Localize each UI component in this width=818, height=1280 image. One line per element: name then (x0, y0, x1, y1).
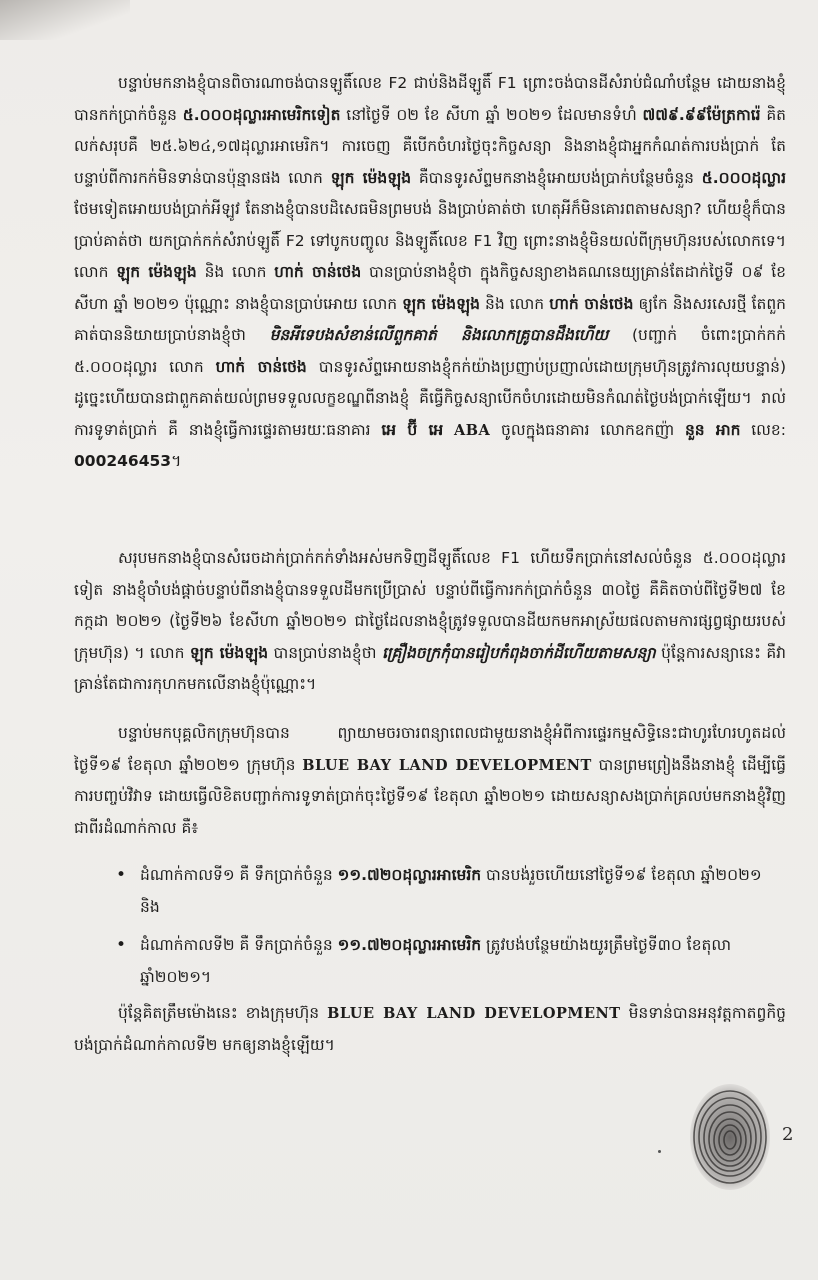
company-name: BLUE BAY LAND DEVELOPMENT (302, 756, 592, 774)
paragraph-2 (74, 543, 786, 701)
text: បានប្រាប់នាងខ្ញុំថា ក្នុងកិច្ចសន្យាខាងគណនេយ្យគ្រាន់តែដាក់ថ្ងៃទី ០៩ ខែសីហា ឆ្នាំ ២០២១ ប៉ុណ្ណោះ នាងខ្ញុំបានប្រាប់អោយ លោក (74, 263, 786, 313)
text: ឲ្យកែ និងសរសេរថ្មី តែពួកគាត់បាននិយាយប្រាប់នាងខ្ញុំថា (74, 294, 787, 344)
amount: ១១.៧២០ដុល្លារអាមេរិក (337, 866, 482, 884)
page-number: 2 (782, 1124, 794, 1145)
text: គិតលក់សរុបគឺ ២៥.៦២៤,១៧ដុល្លារអាមេរិក។ ការចេញ គឺបើកចំហរថ្ងៃចុះកិច្ចសន្យា និងនាងខ្ញុំជាអ្នកកំណត់ការបង់ប្រាក់ តែបន្ទាប់ពីការកក់មិនទាន់បានប៉ុន្មានផង លោក (74, 105, 786, 187)
text: ប៉ុន្តែការសន្យានេះ គឺវាគ្រាន់តែជាការកុហកមកលើនាងខ្ញុំប៉ុណ្ណោះ។ (74, 643, 786, 693)
text: បន្ទាប់មកបុគ្គលិកក្រុមហ៊ុនបាន ព្យាយាមចរចារពន្យាពេលជាមួយនាងខ្ញុំអំពីការផ្ទេរកម្មសិទ្ធិនេះជាហូរហែរហូតដល់ថ្ងៃទី១៩ ខែតុលា ឆ្នាំ២០២១ ក្រុមហ៊ុន (74, 724, 786, 774)
text: បានប្រាប់នាងខ្ញុំថា (268, 643, 382, 662)
paragraph-3 (74, 718, 786, 844)
person-name: ហាក់ ចាន់ថេង (215, 357, 307, 376)
text: ចូលក្នុងធនាគារ លោកឧកញ៉ា (490, 420, 685, 439)
emphasis: ៧៧៩.៩៩ម៉ែត្រការ៉េ (642, 105, 761, 124)
text: ដំណាក់កាលទី១ គឺ ទឹកប្រាក់ចំនួន (140, 866, 338, 884)
text: ដំណាក់កាលទី២ គឺ ទឹកប្រាក់ចំនួន (140, 936, 338, 954)
emphasis: ៥.០០០ដុល្លារ (701, 168, 786, 187)
person-name: ឡុក ម៉េងឡុង (116, 263, 197, 281)
text: គឺបានទូរស័ព្ទមកនាងខ្ញុំអោយបង់ប្រាក់បន្ថែមចំនួន (411, 168, 702, 187)
text: និង លោក (479, 294, 550, 313)
bullet-item-stage-1 (116, 860, 786, 923)
fingerprint-icon (688, 1082, 772, 1192)
account-number: 000246453 (74, 452, 172, 470)
person-name: ឡុក ម៉េងឡុង (189, 643, 269, 662)
text: នៅថ្ងៃទី ០២ ខែ សីហា ឆ្នាំ ២០២១ ដែលមានទំហំ (340, 105, 643, 124)
paragraph-4 (74, 998, 786, 1061)
person-name: ហាក់ ចាន់ថេង (274, 263, 362, 281)
quote: មិនអីទេបងសំខាន់លើពួកគាត់ និងលោកគ្រូបានដឹងហើយ (269, 326, 609, 344)
text: ។ (171, 452, 182, 470)
amount: ១១.៧២០ដុល្លារអាមេរិក (337, 936, 482, 954)
text: បានបង់រួចហើយនៅថ្ងៃទី១៩ ខែតុលា ឆ្នាំ២០២១ និង (140, 866, 762, 916)
emphasis: ៥.០០០ដុល្លារអាមេរិកទៀត (182, 105, 341, 124)
text: បន្ទាប់មកនាងខ្ញុំបានពិចារណាចង់បានឡូតិ៍លេខ F2 ជាប់និងដីឡូតិ៍ F1 ព្រោះចង់បានដីសំរាប់ជំណាំបន្ថែម ដោយនាងខ្ញុំបានកក់ប្រាក់ចំនួន (74, 74, 786, 124)
text: ថែមទៀតអោយបង់ប្រាក់អីឡូវ តែនាងខ្ញុំបានបដិសេធមិនព្រមបង់ និងប្រាប់គាត់ថា ហេតុអីក៏មិនគោរពតាមសន្យា? ហើយខ្ញុំក៏បានប្រាប់គាត់ថា យកប្រាក់កក់សំរាប់ឡូតិ៍ F2 ទៅបូកបញ្ចូល និងឡូតិ៍លេខ F1 វិញ ព្រោះនាងខ្ញុំមិនយល់ពីក្រុមហ៊ុនរបស់លោកទេ។ លោក (74, 200, 786, 281)
text: បានទូរស័ព្ទអោយនាងខ្ញុំកក់យ៉ាងប្រញាប់ប្រញាល់ដោយក្រុមហ៊ុនត្រូវការលុយបន្ទាន់) ដូច្នេះហើយបានជាពួកគាត់យល់ព្រមទទួលលក្ខខណ្ឌពីនាងខ្ញុំ គឺធ្វើកិច្ចសន្យាបើកចំហរដោយមិនកំណត់ថ្ងៃបង់ប្រាក់ឡើយ។ រាល់ការទូទាត់ប្រាក់ គឺ នាងខ្ញុំធ្វើការផ្ទេរតាមរយៈធនាគារ (74, 357, 786, 439)
person-name: ឡុក ម៉េងឡុង (330, 168, 412, 187)
text: ប៉ុន្តែគិតត្រឹមម៉ោងនេះ ខាងក្រុមហ៊ុន (118, 1004, 328, 1022)
paragraph-1 (74, 68, 786, 478)
text: (បញ្ជាក់ ចំពោះប្រាក់កក់ ៥.០០០ដុល្លារ លោក (74, 326, 786, 376)
text: លេខ: (740, 420, 786, 439)
text: ត្រូវបង់បន្ថែមយ៉ាងយូរត្រឹមថ្ងៃទី៣០ ខែតុលា ឆ្នាំ២០២១។ (140, 936, 732, 986)
quote: គ្រឿងចក្រកុំបានរៀបកំពុងចាក់ដីហើយតាមសន្យា (381, 643, 656, 662)
text: សរុបមកនាងខ្ញុំបានសំរេចដាក់ប្រាក់កក់ទាំងអស់មកទិញដីឡូតិ៍លេខ F1 ហើយទឹកប្រាក់នៅសល់ចំនួន ៥.០០០ដុល្លារទៀត នាងខ្ញុំចាំបង់ផ្ដាច់បន្ទាប់ពីនាងខ្ញុំបានទទួលដីមកប្រើប្រាស់ បន្ទាប់ពីធ្វើការកក់ប្រាក់ចំនួន ៣០ថ្ងៃ គឺគិតចាប់ពីថ្ងៃទី២៧ ខែកក្កដា ២០២១ (ថ្ងៃទី២៦ ខែសីហា ឆ្នាំ២០២១ ជាថ្ងៃដែលនាងខ្ញុំត្រូវទទួលបានដីយកមកអាស្រ័យផលតាមការផ្សព្វផ្សាយរបស់ក្រុមហ៊ុន) ។ លោក (74, 549, 786, 662)
bank-name: អេ ប៊ី អេ (381, 420, 444, 439)
bank-code: ABA (453, 421, 491, 439)
paper-fold-shadow (0, 0, 130, 40)
text: បានព្រមព្រៀងនឹងនាងខ្ញុំ ដើម្បីធ្វើការបញ្ចប់វិវាទ ដោយធ្វើលិខិតបញ្ជាក់ការទូទាត់ប្រាក់ចុះថ្ងៃទី១៩ ខែតុលា ឆ្នាំ២០២១ ដោយសន្យាសងប្រាក់គ្រលប់មកនាងខ្ញុំវិញជាពីរដំណាក់កាល គឺ៖ (74, 755, 786, 837)
ink-dot (658, 1150, 661, 1153)
person-name: នួន អាក (684, 420, 741, 439)
text: និង លោក (196, 263, 275, 281)
person-name: ឡុក ម៉េងឡុង (402, 294, 480, 313)
bullet-item-stage-2 (116, 930, 786, 993)
text (443, 421, 454, 439)
text: មិនទាន់បានអនុវត្តកាតព្វកិច្ចបង់ប្រាក់ដំណាក់កាលទី២ មកឲ្យនាងខ្ញុំឡើយ។ (74, 1004, 786, 1054)
person-name: ហាក់ ចាន់ថេង (549, 294, 634, 313)
company-name: BLUE BAY LAND DEVELOPMENT (327, 1005, 621, 1022)
